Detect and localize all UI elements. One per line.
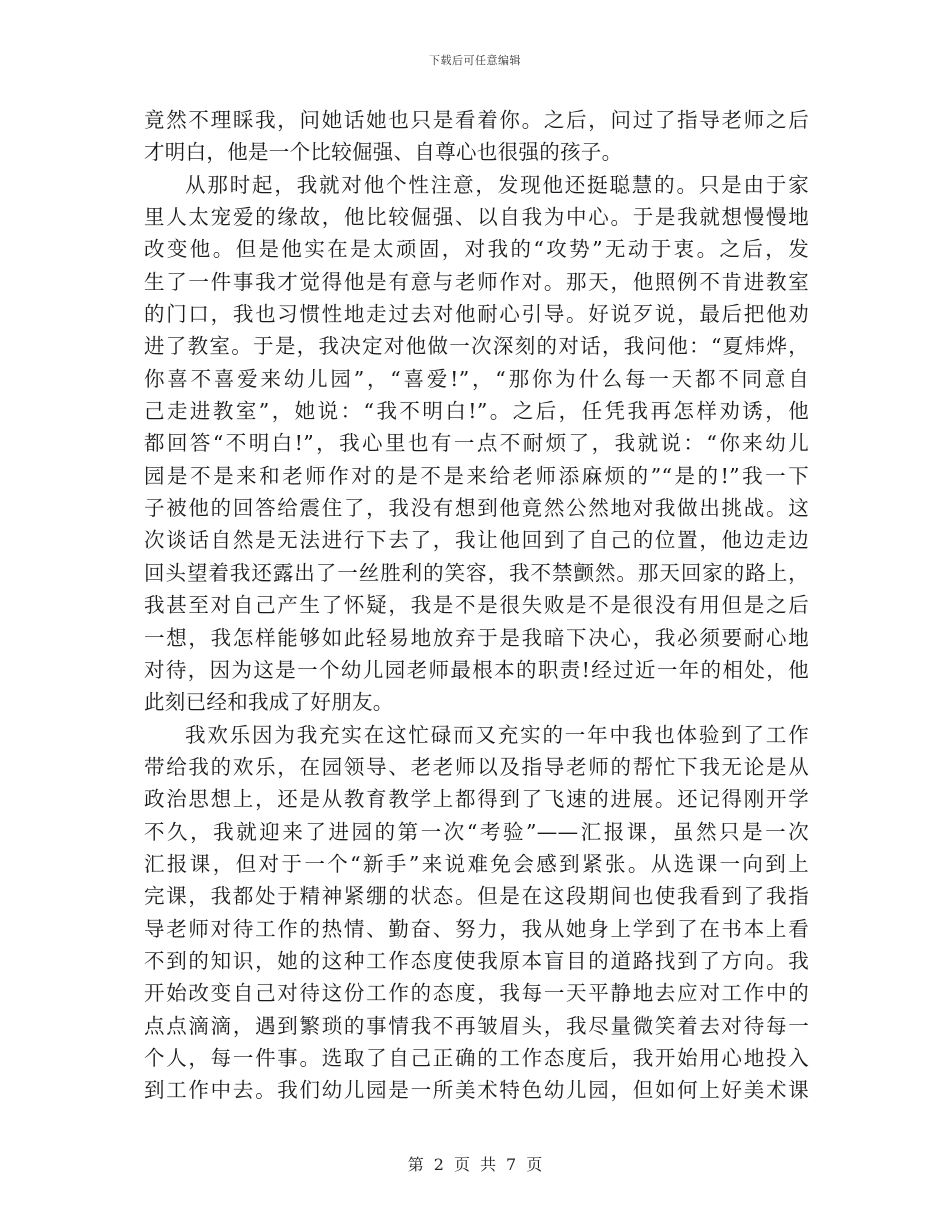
text-line: 此刻已经和我成了好朋友。 <box>144 690 394 715</box>
paragraph-start: 从那时起，我就对他个性注意，发现他还挺聪慧的。只是由于家 <box>185 172 809 197</box>
text-line: 带给我的欢乐，在园领导、老老师以及指导老师的帮忙下我无论是从 <box>144 754 809 779</box>
text-line: 我甚至对自己产生了怀疑，我是不是很失败是不是很没有用但是之后 <box>144 593 809 618</box>
text-line: 竟然不理睬我，问她话她也只是看着你。之后，问过了指导老师之后 <box>144 108 809 132</box>
text-line: 里人太宠爱的缘故，他比较倔强、以自我为中心。于是我就想慢慢地 <box>144 205 809 230</box>
text-line: 改变他。但是他实在是太顽固，对我的“攻势”无动于衷。之后，发 <box>144 237 809 262</box>
total-prefix: 共 <box>480 1155 497 1174</box>
text-line: 导老师对待工作的热情、勤奋、努力，我从她身上学到了在书本上看 <box>144 916 809 941</box>
text-line: 汇报课，但对于一个“新手”来说难免会感到紧张。从选课一向到上 <box>144 851 809 876</box>
text-line: 个人，每一件事。选取了自己正确的工作态度后，我开始用心地投入 <box>144 1045 809 1070</box>
text-line: 回头望着我还露出了一丝胜利的笑容，我不禁颤然。那天回家的路上， <box>144 560 809 585</box>
text-line: 开始改变自己对待这份工作的态度，我每一天平静地去应对工作中的 <box>144 981 809 1006</box>
current-page-number: 2 <box>433 1155 444 1174</box>
text-line: 园是不是来和老师作对的是不是来给老师添麻烦的”“是的!”我一下 <box>144 463 809 488</box>
page-header: 下载后可任意编辑 <box>429 54 521 67</box>
total-unit: 页 <box>526 1155 543 1174</box>
text-line: 一想，我怎样能够如此轻易地放弃于是我暗下决心，我必须要耐心地 <box>144 625 809 650</box>
text-line: 次谈话自然是无法进行下去了，我让他回到了自己的位置，他边走边 <box>144 528 809 553</box>
text-line: 才明白，他是一个比较倔强、自尊心也很强的孩子。 <box>144 140 623 165</box>
text-line: 不久，我就迎来了进园的第一次“考验”——汇报课，虽然只是一次 <box>144 819 809 844</box>
text-line: 的门口，我也习惯性地走过去对他耐心引导。好说歹说，最后把他劝 <box>144 302 809 327</box>
paragraph-start: 我欢乐因为我充实在这忙碌而又充实的一年中我也体验到了工作 <box>185 722 809 747</box>
text-line: 都回答“不明白!”，我心里也有一点不耐烦了，我就说：“你来幼儿 <box>144 431 809 456</box>
text-line: 对待，因为这是一个幼儿园老师最根本的职责!经过近一年的相处，他 <box>144 657 809 682</box>
text-line: 不到的知识，她的这种工作态度使我原本盲目的道路找到了方向。我 <box>144 948 809 973</box>
text-line: 子被他的回答给震住了，我没有想到他竟然公然地对我做出挑战。这 <box>144 496 809 521</box>
text-line: 进了教室。于是，我决定对他做一次深刻的对话，我问他：“夏炜烨， <box>144 334 809 359</box>
total-pages: 7 <box>506 1155 517 1174</box>
text-line: 点点滴滴，遇到繁琐的事情我不再皱眉头，我尽量微笑着去对待每一 <box>144 1013 809 1038</box>
document-body <box>144 104 809 1107</box>
text-line: 到工作中去。我们幼儿园是一所美术特色幼儿园，但如何上好美术课 <box>144 1078 809 1103</box>
page-unit: 页 <box>453 1155 470 1174</box>
text-line: 政治思想上，还是从教育教学上都得到了飞速的进展。还记得刚开学 <box>144 787 809 812</box>
text-line: 完课，我都处于精神紧绷的状态。但是在这段期间也使我看到了我指 <box>144 884 809 909</box>
text-line: 己走进教室”，她说：“我不明白!”。之后，任凭我再怎样劝诱，他 <box>144 399 809 424</box>
page-number-prefix: 第 <box>407 1155 424 1174</box>
text-line: 你喜不喜爱来幼儿园”，“喜爱!”，“那你为什么每一天都不同意自 <box>144 366 809 391</box>
text-line: 生了一件事我才觉得他是有意与老师作对。那天，他照例不肯进教室 <box>144 269 809 294</box>
page-footer <box>0 1152 950 1175</box>
